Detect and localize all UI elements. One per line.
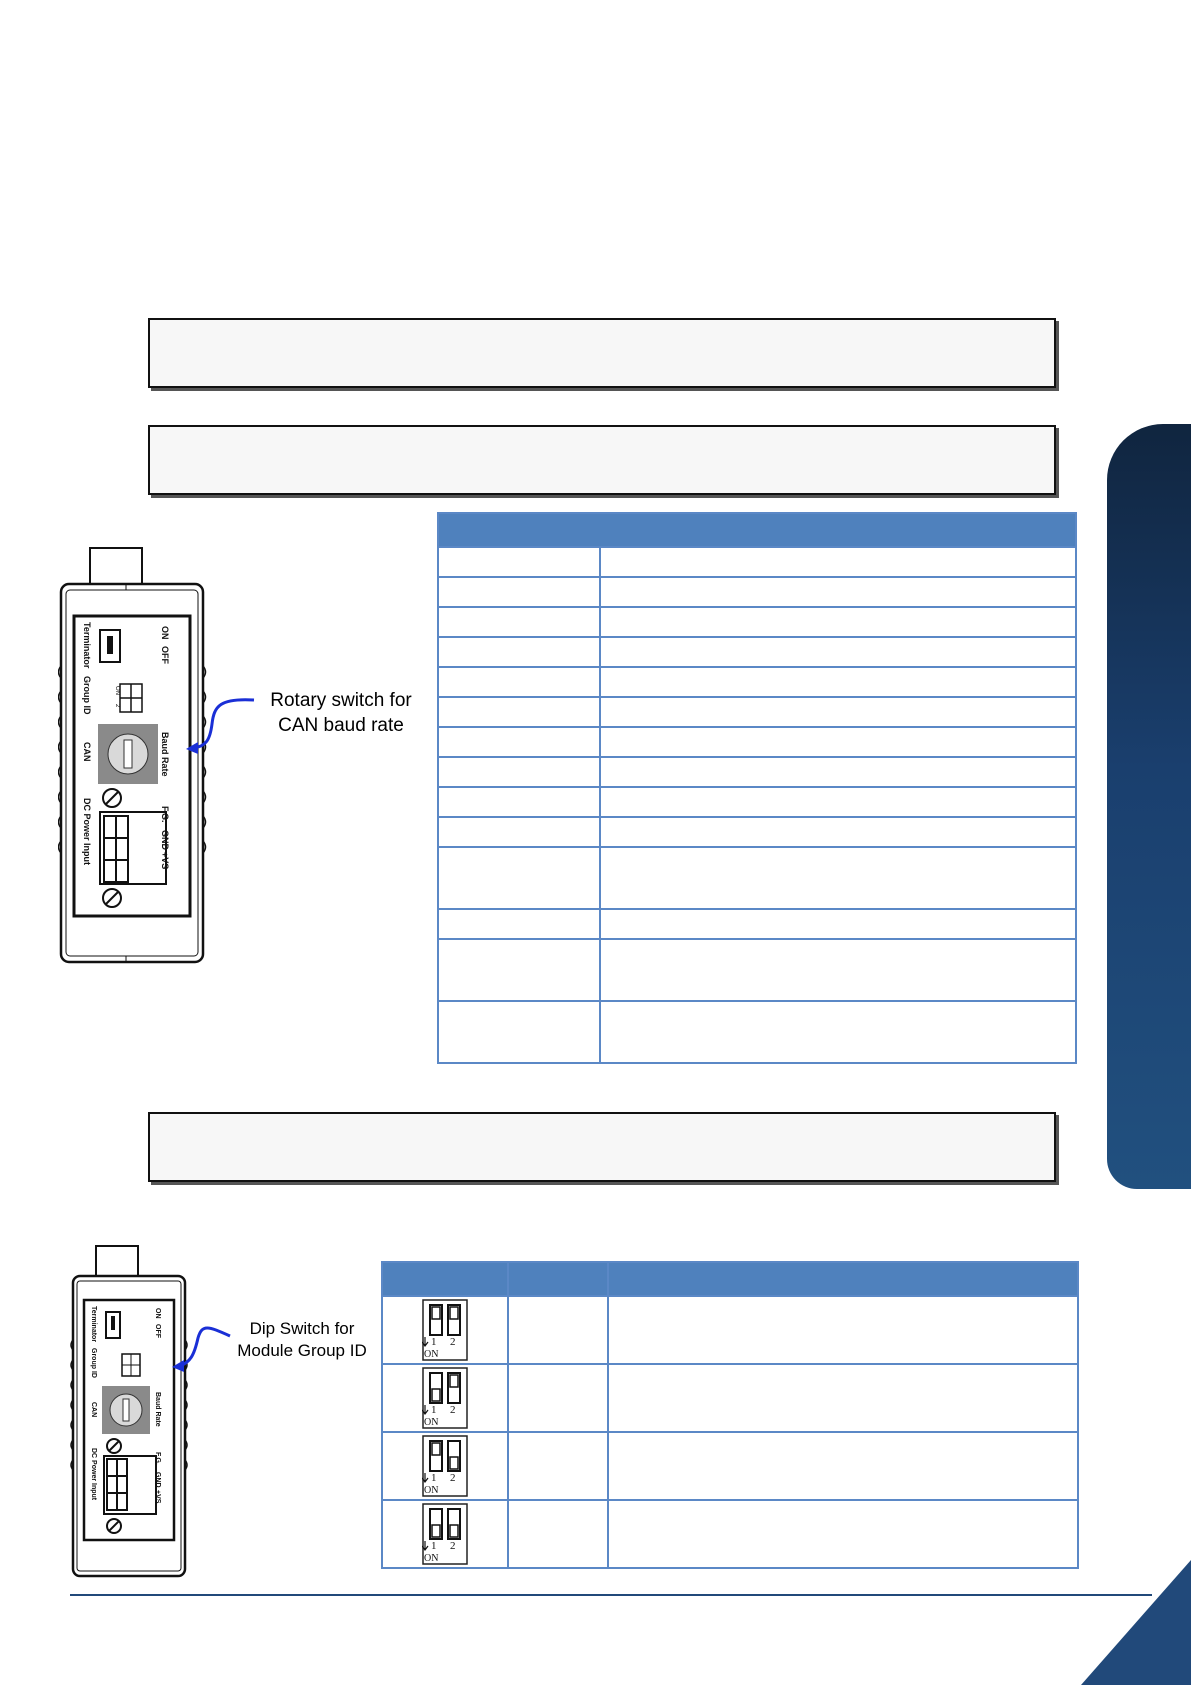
dip-switch-icon — [422, 1367, 468, 1429]
baud-row-cell — [600, 817, 1076, 847]
baud-row-cell — [600, 637, 1076, 667]
baud-row-cell — [438, 1001, 600, 1063]
svg-text:2: 2 — [450, 1540, 456, 1552]
baud-row-cell — [438, 787, 600, 817]
rotary-switch-annotation: Rotary switch for CAN baud rate — [270, 690, 412, 736]
baud-table-header-2 — [600, 513, 1076, 547]
baud-row-cell — [600, 847, 1076, 909]
svg-text:2: 2 — [450, 1472, 456, 1484]
dip-switch-icon — [422, 1503, 468, 1565]
label-gnd: GND — [160, 830, 170, 850]
svg-text:ON: ON — [424, 1553, 439, 1564]
label-vs: +VS — [160, 852, 170, 870]
label-off: OFF — [160, 646, 170, 664]
svg-text:1: 1 — [431, 1404, 437, 1416]
label-vs-2: +VS — [154, 1490, 161, 1504]
dip-table-header-3 — [608, 1262, 1078, 1296]
baud-row-cell — [600, 667, 1076, 697]
label-fg: F.G. — [160, 806, 170, 823]
label-dc-power-2: DC Power Input — [90, 1448, 97, 1501]
svg-text:1: 1 — [431, 1540, 437, 1552]
svg-text:2: 2 — [450, 1404, 456, 1416]
baud-row-cell — [600, 939, 1076, 1001]
dip-mark-2: 2 — [114, 704, 120, 708]
baud-row-cell — [600, 757, 1076, 787]
label-can-2: CAN — [90, 1402, 97, 1418]
baud-row-cell — [438, 847, 600, 909]
svg-text:ON: ON — [424, 1485, 439, 1496]
label-baud-rate-2: Baud Rate — [154, 1392, 161, 1427]
baud-row-cell — [600, 547, 1076, 577]
dip-switch-graphic-cell — [382, 1432, 508, 1500]
dip-table-header-2 — [508, 1262, 608, 1296]
baud-row-cell — [438, 577, 600, 607]
svg-text:ON: ON — [424, 1349, 439, 1360]
label-on-2: ON — [154, 1308, 161, 1319]
baud-row-cell — [600, 727, 1076, 757]
footer-rule — [70, 1594, 1152, 1596]
label-dc-power: DC Power Input — [82, 798, 92, 865]
baud-row-cell — [600, 909, 1076, 939]
baud-row-cell — [438, 697, 600, 727]
label-group-id: Group ID — [82, 676, 92, 715]
dip-row-cell — [508, 1364, 608, 1432]
dip-row-cell — [508, 1432, 608, 1500]
dip-row-cell — [508, 1500, 608, 1568]
dip-row-cell — [608, 1500, 1078, 1568]
dip-switch-annotation: Dip Switch for Module Group ID — [237, 1319, 367, 1360]
dip-table-header-1 — [382, 1262, 508, 1296]
label-off-2: OFF — [154, 1324, 161, 1338]
device-diagram-rotary — [58, 546, 208, 966]
baud-row-cell — [438, 757, 600, 787]
dip-mark-on: ON — [114, 686, 120, 695]
section-box-2 — [148, 425, 1056, 495]
dip-switch-icon — [422, 1435, 468, 1497]
device-diagram-dip — [70, 1244, 190, 1580]
group-id-table — [381, 1261, 1079, 1569]
baud-table-header-1 — [438, 513, 600, 547]
svg-text:1: 1 — [431, 1336, 437, 1348]
baud-row-cell — [600, 1001, 1076, 1063]
baud-row-cell — [438, 637, 600, 667]
dip-row-cell — [608, 1296, 1078, 1364]
baud-row-cell — [438, 547, 600, 577]
baud-row-cell — [438, 817, 600, 847]
baud-row-cell — [438, 939, 600, 1001]
svg-text:ON: ON — [424, 1417, 439, 1428]
baud-row-cell — [438, 909, 600, 939]
dip-switch-graphic-cell — [382, 1296, 508, 1364]
section-box-3 — [148, 1112, 1056, 1182]
label-fg-2: F.G. — [154, 1452, 161, 1465]
rotary-callout-arrow — [180, 696, 260, 756]
svg-text:1: 1 — [431, 1472, 437, 1484]
dip-callout-arrow — [168, 1318, 234, 1374]
dip-row-cell — [508, 1296, 608, 1364]
svg-text:2: 2 — [450, 1336, 456, 1348]
dip-switch-icon — [422, 1299, 468, 1361]
baud-row-cell — [438, 667, 600, 697]
label-baud-rate: Baud Rate — [160, 732, 170, 777]
corner-triangle — [1081, 1560, 1191, 1685]
dip-row-cell — [608, 1364, 1078, 1432]
label-gnd-2: GND — [154, 1472, 161, 1488]
label-on: ON — [160, 626, 170, 640]
chapter-side-tab — [1107, 424, 1191, 1189]
label-can: CAN — [82, 742, 92, 762]
dip-row-cell — [608, 1432, 1078, 1500]
baud-row-cell — [438, 607, 600, 637]
baud-row-cell — [600, 607, 1076, 637]
baud-row-cell — [600, 577, 1076, 607]
baud-row-cell — [600, 697, 1076, 727]
label-terminator-2: Terminator — [90, 1306, 97, 1343]
label-group-id-2: Group ID — [90, 1348, 97, 1378]
baud-rate-table — [437, 512, 1077, 1064]
dip-switch-graphic-cell — [382, 1500, 508, 1568]
baud-row-cell — [438, 727, 600, 757]
baud-row-cell — [600, 787, 1076, 817]
label-terminator: Terminator — [82, 622, 92, 669]
dip-switch-graphic-cell — [382, 1364, 508, 1432]
section-box-1 — [148, 318, 1056, 388]
